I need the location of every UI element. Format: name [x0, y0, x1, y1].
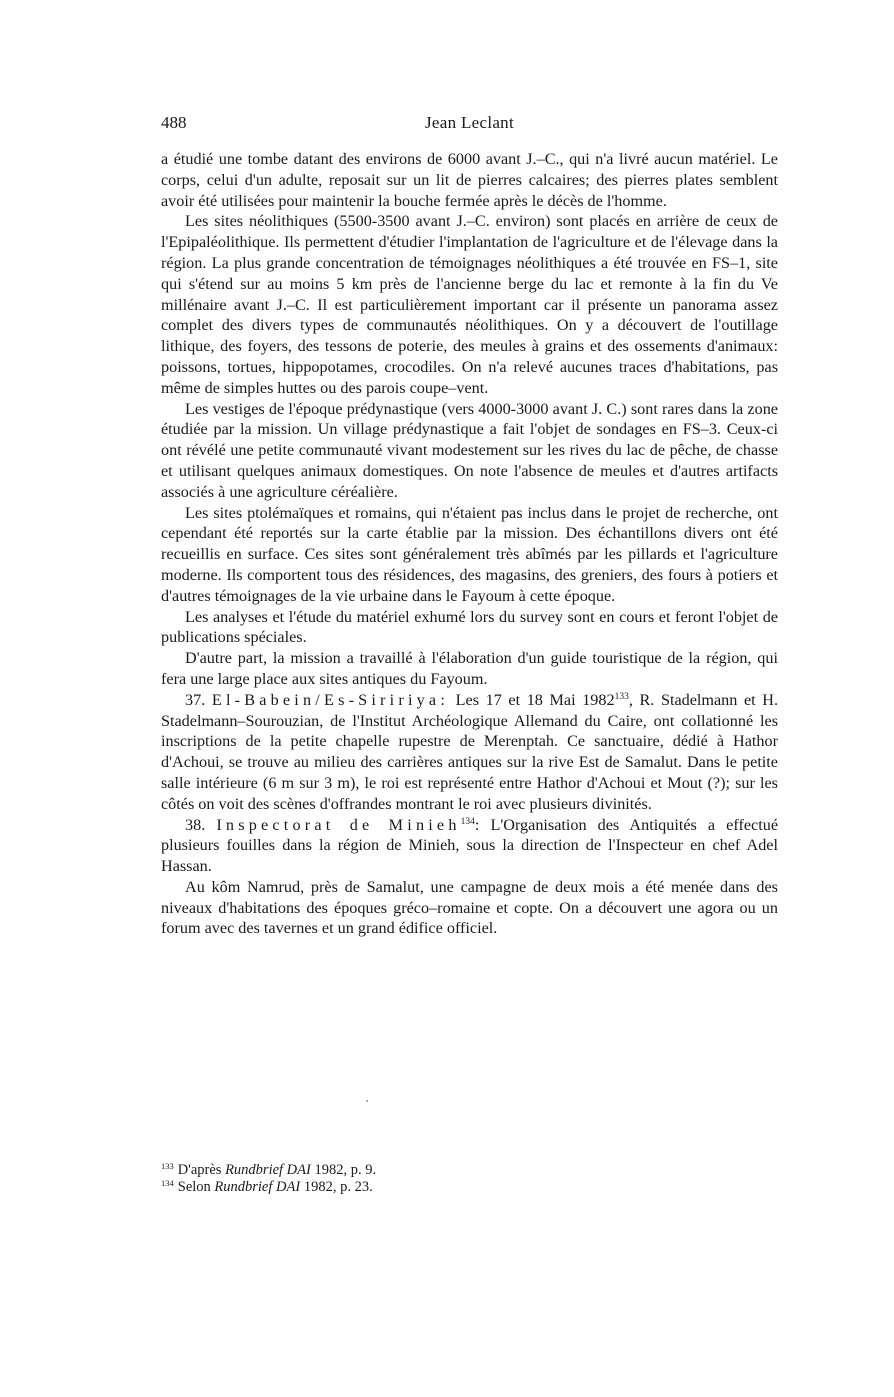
paragraph-9: Au kôm Namrud, près de Samalut, une campagne de deux mois a été menée dans des niveaux d'habitations des époques gréco–romaine et copte. On a découvert une agora ou un forum avec des tavernes et un grand édifice officiel. — [161, 877, 778, 938]
footnote-number: 133 — [161, 1161, 174, 1171]
footnote-text-after: 1982, p. 23. — [300, 1179, 373, 1195]
paragraph-37 — [161, 690, 778, 815]
site-name-minieh: Inspectorat de Minieh — [216, 815, 461, 834]
footnotes — [161, 1162, 778, 1196]
paragraph-6: D'autre part, la mission a travaillé à l'élaboration d'un guide touristique de la région, qui fera une large place aux sites antiques du Fayoum. — [161, 649, 778, 688]
running-head: Jean Leclant — [424, 113, 515, 132]
footnote-text-before: Selon — [177, 1179, 215, 1195]
footnote-text-before: D'après — [177, 1162, 226, 1178]
paragraph-37-text-b: , R. Stadelmann et H. Stadelmann–Sourouzian, de l'Institut Archéologique Allemand du Caire, ont collationné les inscriptions de la petite chapelle rupestre de Merenptah. Ce sanctuaire, dédié à Hathor d'Achoui, se trouve au milieu des carrières antiques sur la rive Est de Samalut. Dans le petite salle intérieure (6 m sur 3 m), le roi est représenté entre Hathor d'Achoui et Mout (?); sur les côtés on voit des scènes d'offrandes montrant le roi avec plusieurs divinités. — [161, 690, 779, 813]
paragraph-2: Les sites néolithiques (5500-3500 avant J.–C. environ) sont placés en arrière de ceux de l'Epipaléolithique. Ils permettent d'étudier l'implantation de l'agriculture et de l'élevage dans la région. La plus grande concentration de témoignages néolithiques a été trouvée en FS–1, site qui s'étend sur au moins 5 km près de l'ancienne berge du lac et remonte à la fin du Ve millénaire avant J.–C. Il est particulièrement important car il présente un panorama assez complet des divers types de communautés néolithiques. On y a découvert de l'outillage lithique, des foyers, des tessons de poterie, des meules à grains et des ossements d'animaux: poissons, tortues, hippopotames, crocodiles. On n'a relevé aucunes traces d'habitations, pas même de simples huttes ou des parois coupe–vent. — [161, 212, 778, 397]
footnote-text-after: 1982, p. 9. — [310, 1162, 377, 1178]
paragraph-38 — [161, 815, 778, 877]
paragraph-5: Les analyses et l'étude du matériel exhumé lors du survey sont en cours et feront l'objet de publications spéciales. — [161, 607, 778, 647]
paragraph-1: a étudié une tombe datant des environs de 6000 avant J.–C., qui n'a livré aucun matériel. Le corps, celui d'un adulte, reposait sur un lit de pierres calcaires; des pierres plates semblent avoir été utilisées pour maintenir la bouche fermée après le décès de l'homme. — [161, 150, 778, 210]
footnote-134 — [161, 1179, 778, 1196]
footnote-title: Rundbrief DAI — [214, 1179, 301, 1195]
body-text — [161, 149, 778, 939]
speck — [366, 1100, 368, 1102]
paragraph-38-text: : L'Organisation des Antiquités a effectué plusieurs fouilles dans la région de Minieh, sous la direction de l'Inspecteur en chef Adel Hassan. — [161, 815, 779, 876]
page-number: 488 — [161, 113, 187, 132]
footnote-ref-133: 133 — [614, 691, 629, 702]
paragraph-4: Les sites ptolémaïques et romains, qui n'étaient pas inclus dans le projet de recherche, ont cependant été reportés sur la carte établie par la mission. Des échantillons divers ont été recueillis en surface. Ces sites sont généralement très abîmés par les pillards et l'agriculture moderne. Ils comportent tous des résidences, des magasins, des greniers, des fours à potiers et d'autres témoignages de la vie urbaine dans le Fayoum à cette époque. — [161, 503, 778, 605]
page-header — [161, 113, 778, 137]
section-number-38: 38. — [185, 815, 206, 834]
site-name-el-babein: El-Babein/Es-Siririya: — [211, 690, 450, 709]
footnote-number: 134 — [161, 1178, 174, 1188]
footnote-title: Rundbrief DAI — [225, 1162, 311, 1178]
section-number-37: 37. — [185, 690, 206, 709]
footnote-133 — [161, 1162, 778, 1179]
paragraph-3: Les vestiges de l'époque prédynastique (vers 4000-3000 avant J. C.) sont rares dans la zone étudiée par la mission. Un village prédynastique a fait l'objet de sondages en FS–3. Ceux-ci ont révélé une petite communauté vivant modestement sur les rives du lac de pêche, de chasse et utilisant quelques animaux domestiques. On note l'absence de meules et d'autres artifacts associés à une agriculture céréalière. — [161, 399, 778, 501]
paragraph-37-text-a: Les 17 et 18 Mai 1982 — [449, 690, 615, 709]
footnote-ref-134: 134 — [460, 816, 475, 827]
